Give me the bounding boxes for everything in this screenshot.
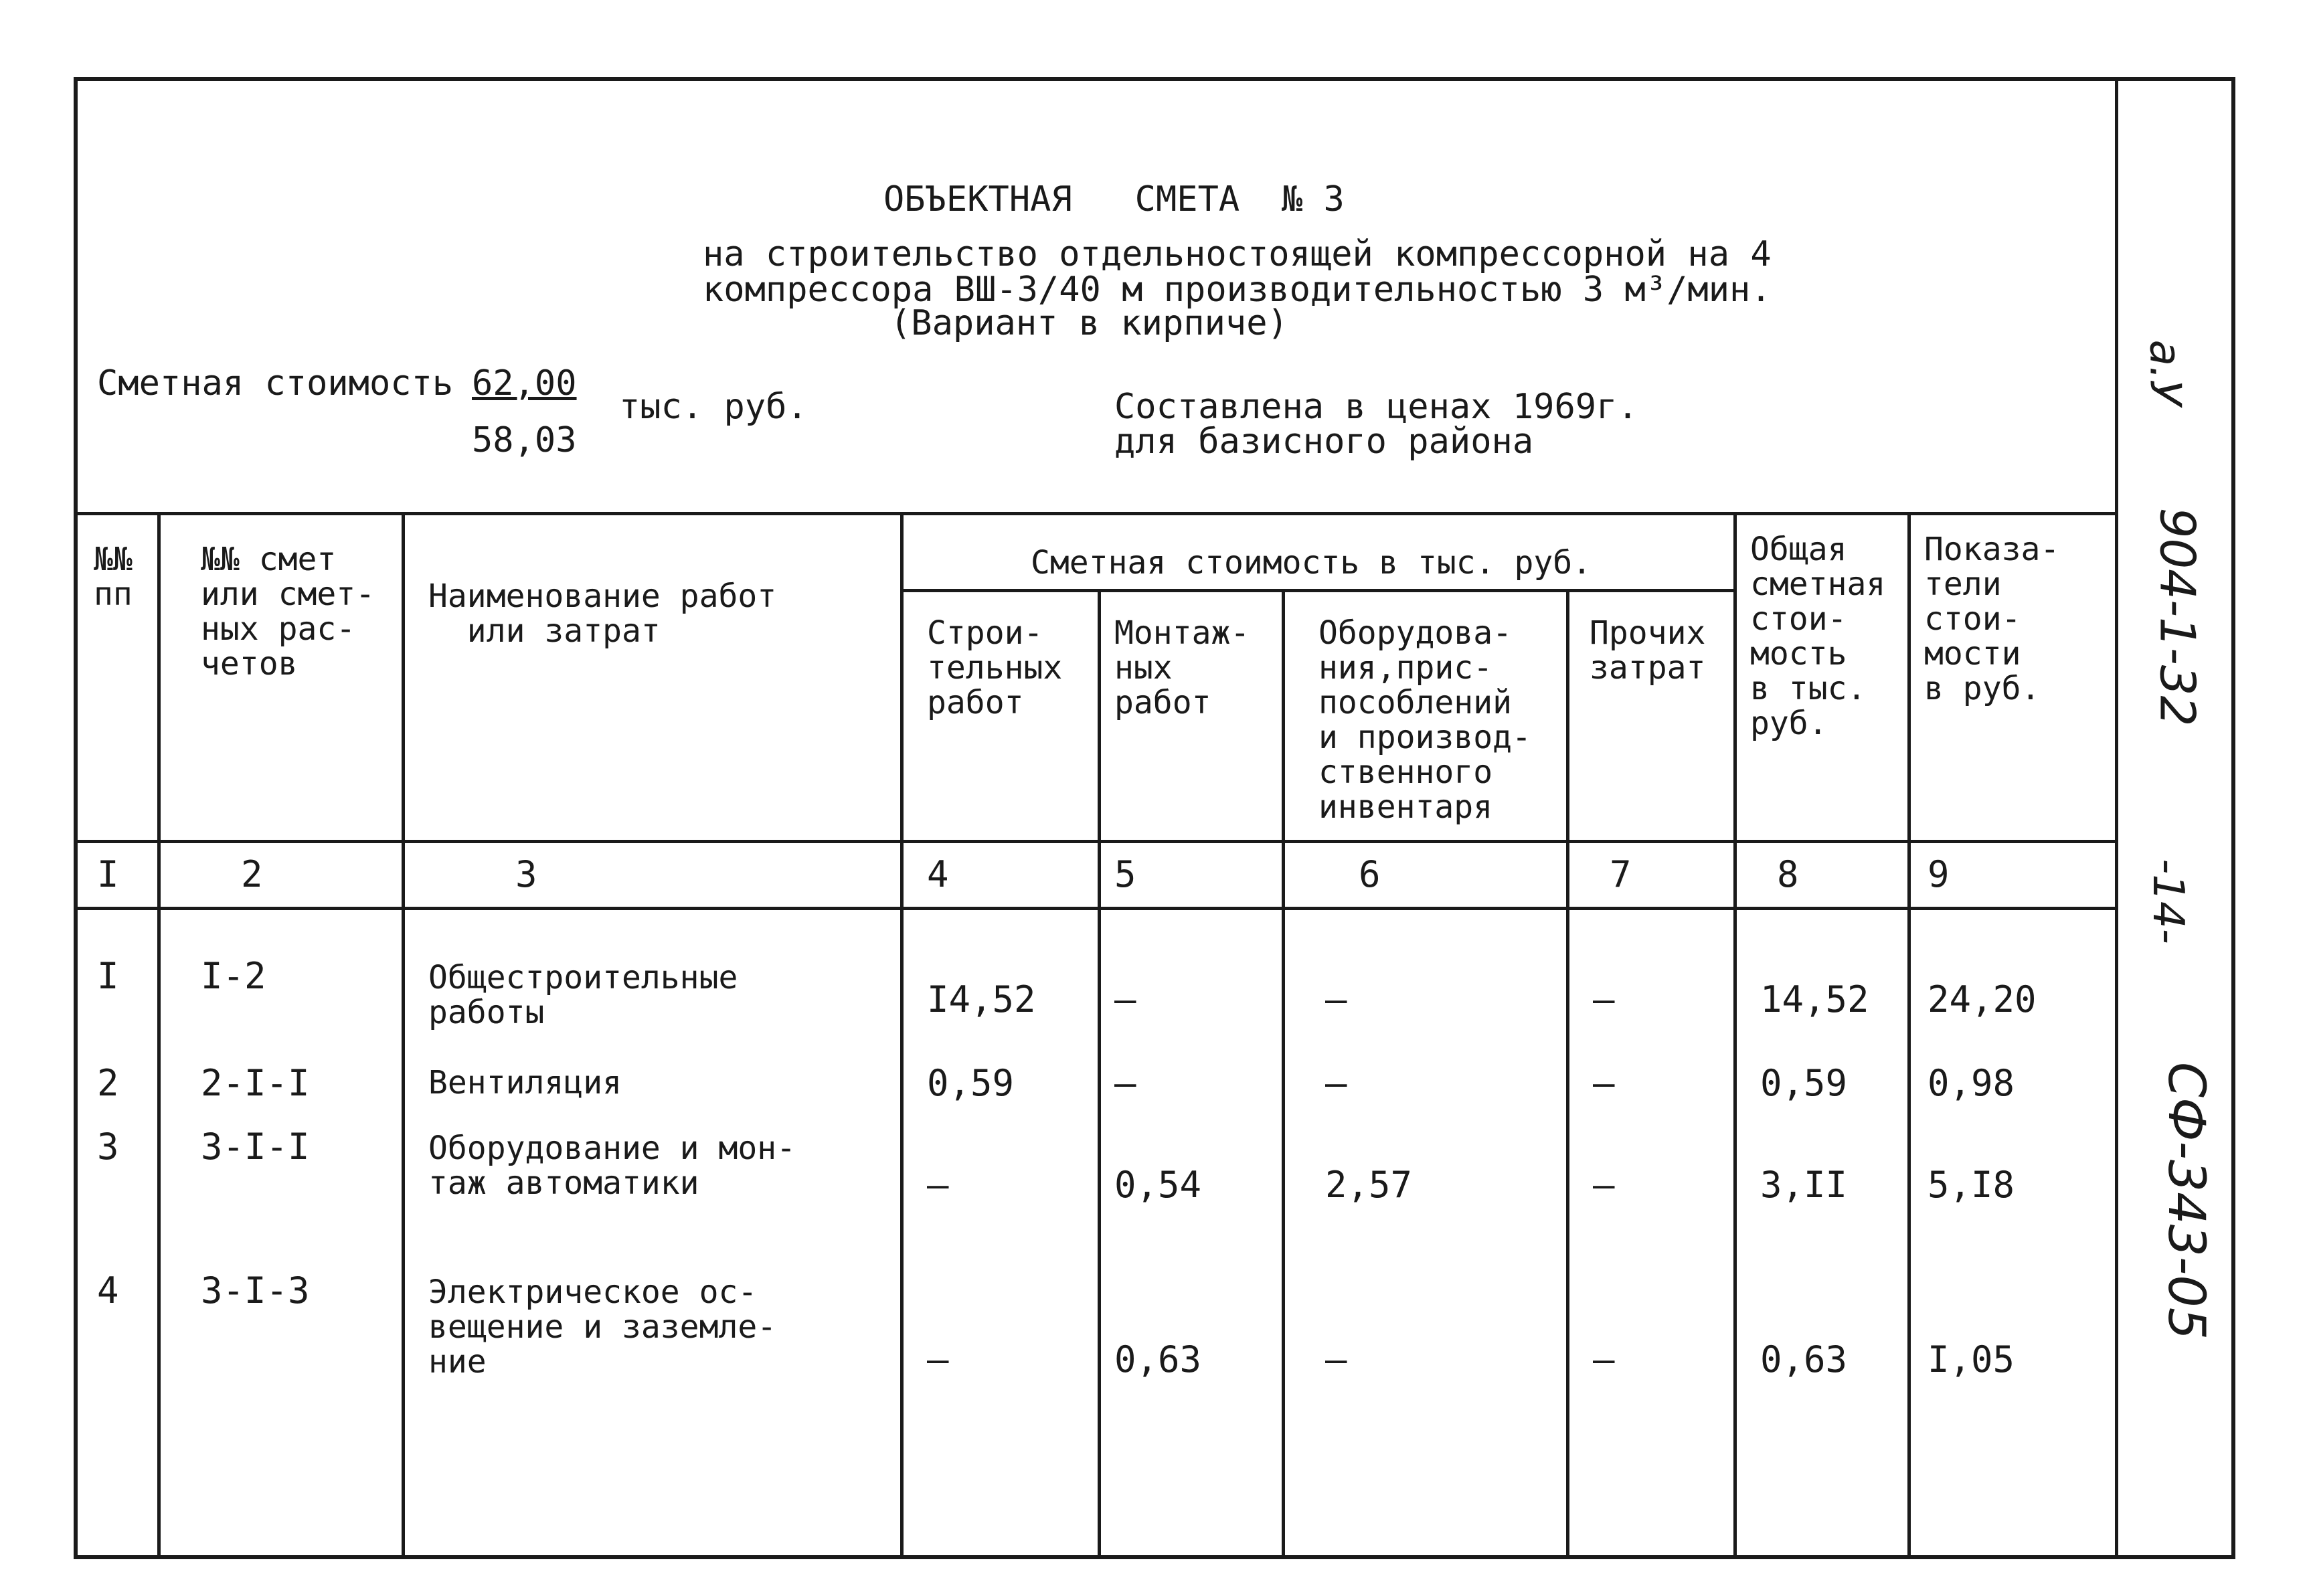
column-number: 9 — [1928, 853, 1950, 895]
row-3-equip: 2,57 — [1325, 1164, 1413, 1206]
row-3-name: Оборудование и мон- таж автоматики — [428, 1130, 796, 1202]
row-4-total: 0,63 — [1760, 1338, 1848, 1381]
col-divider-2 — [402, 512, 405, 1559]
header-col-7: Прочих затрат — [1590, 614, 1706, 687]
header-col-9: Показа- тели стои- мости в руб. — [1924, 531, 2060, 707]
table-top-border — [74, 512, 2115, 515]
row-2-other: – — [1593, 1062, 1615, 1104]
row-1-other: – — [1593, 978, 1615, 1021]
row-2-code: 2-I-I — [201, 1062, 310, 1104]
column-number: I — [97, 853, 119, 895]
column-number: 7 — [1610, 853, 1632, 895]
header-col-1: №№ пп — [94, 541, 133, 613]
row-3-other: – — [1593, 1164, 1615, 1206]
row-2-index: 0,98 — [1928, 1062, 2015, 1104]
row-4-number: 4 — [97, 1269, 119, 1312]
subtitle-line-1: на строительство отдельностоящей компрессорной на 4 — [703, 234, 1772, 274]
row-3-total: 3,II — [1760, 1164, 1848, 1206]
row-4-index: I,05 — [1928, 1338, 2015, 1381]
column-number: 8 — [1777, 853, 1799, 895]
header-col-4: Строи- тельных работ — [927, 614, 1063, 721]
row-4-name: Электрическое ос- вещение и заземле- ние — [428, 1273, 777, 1381]
numbers-bottom-border — [74, 907, 2115, 910]
cost-unit: тыс. руб. — [619, 387, 808, 427]
row-1-build: I4,52 — [927, 978, 1036, 1021]
stamp-divider — [2115, 77, 2118, 1559]
col-divider-1 — [157, 512, 161, 1559]
subtitle-line-3: (Вариант в кирпиче) — [890, 303, 1288, 343]
row-2-mount: – — [1114, 1062, 1136, 1104]
header-col-8: Общая сметная стои- мость в тыс. руб. — [1750, 531, 1886, 742]
row-1-code: I-2 — [201, 955, 266, 997]
row-1-name: Общестроительные работы — [428, 959, 738, 1031]
row-3-number: 3 — [97, 1126, 119, 1168]
row-1-index: 24,20 — [1928, 978, 2037, 1021]
side-stamp-top: а.У — [2140, 339, 2190, 406]
side-stamp-page: -14- — [2142, 859, 2193, 944]
column-number: 6 — [1359, 853, 1381, 895]
row-2-build: 0,59 — [927, 1062, 1015, 1104]
row-2-number: 2 — [97, 1062, 119, 1104]
header-col-5: Монтаж- ных работ — [1114, 614, 1250, 721]
group-header-underline — [900, 589, 1733, 592]
col-divider-3 — [900, 512, 904, 1559]
column-number: 5 — [1114, 853, 1136, 895]
header-col-2: №№ смет или смет- ных рас- четов — [201, 541, 375, 683]
row-2-name: Вентиляция — [428, 1064, 622, 1101]
row-1-total: 14,52 — [1760, 978, 1869, 1021]
header-bottom-border — [74, 840, 2115, 843]
row-4-code: 3-I-3 — [201, 1269, 310, 1312]
row-4-equip: – — [1325, 1338, 1347, 1381]
column-number: 4 — [927, 853, 949, 895]
col-divider-6 — [1566, 589, 1569, 1559]
document-title: ОБЪЕКТНАЯ СМЕТА № 3 — [883, 179, 1345, 219]
col-divider-5 — [1282, 589, 1285, 1559]
row-2-total: 0,59 — [1760, 1062, 1848, 1104]
row-3-mount: 0,54 — [1114, 1164, 1202, 1206]
cost-label: Сметная стоимость — [97, 363, 454, 404]
row-1-mount: – — [1114, 978, 1136, 1021]
side-stamp-code: 904-1-32 — [2149, 507, 2206, 727]
row-4-other: – — [1593, 1338, 1615, 1381]
row-2-equip: – — [1325, 1062, 1347, 1104]
cost-value-1: 62,00 — [472, 363, 577, 404]
row-3-index: 5,I8 — [1928, 1164, 2015, 1206]
prices-line-1: Составлена в ценах 1969г. — [1114, 387, 1638, 427]
column-number: 3 — [515, 853, 537, 895]
row-4-build: – — [927, 1338, 949, 1381]
header-group: Сметная стоимость в тыс. руб. — [1031, 544, 1592, 582]
prices-line-2: для базисного района — [1114, 422, 1534, 462]
side-stamp-doc: СФ-343-05 — [2157, 1061, 2217, 1340]
row-3-code: 3-I-I — [201, 1126, 310, 1168]
col-divider-4 — [1098, 589, 1101, 1559]
header-col-6: Оборудова- ния,прис- пособлений и производ- ственного инвентаря — [1318, 614, 1531, 826]
col-divider-7 — [1733, 512, 1737, 1559]
row-4-mount: 0,63 — [1114, 1338, 1202, 1381]
row-1-number: I — [97, 955, 119, 997]
column-number: 2 — [241, 853, 263, 895]
header-col-3: Наименование работ или затрат — [428, 578, 777, 650]
row-3-build: – — [927, 1164, 949, 1206]
subtitle-line-2: компрессора ВШ-3/40 м производительностью 3 м³/мин. — [703, 270, 1772, 310]
row-1-equip: – — [1325, 978, 1347, 1021]
cost-value-2: 58,03 — [472, 420, 577, 460]
col-divider-8 — [1907, 512, 1911, 1559]
